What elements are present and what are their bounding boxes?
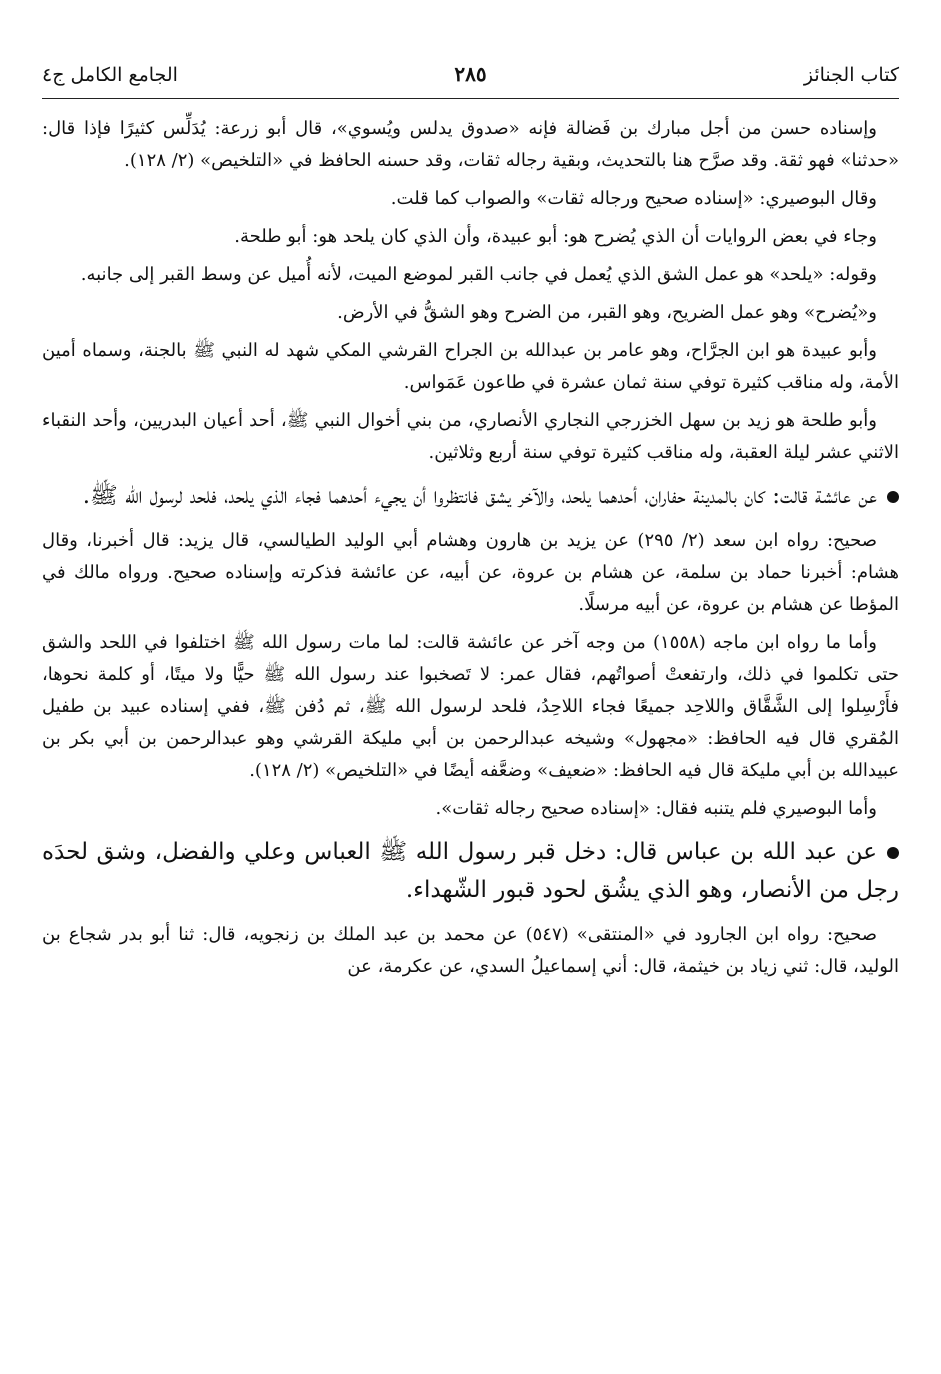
hadith-paragraph <box>42 833 899 909</box>
bullet-icon <box>887 847 899 859</box>
header-divider <box>42 98 899 99</box>
commentary-paragraph: صحيح: رواه ابن الجارود في «المنتقى» (٥٤٧) عن محمد بن عبد الملك بن زنجويه، قال: ثنا أبو بدر شجاع بن الوليد، قال: ثني زياد بن خيثمة، قال: أني إسماعيلُ السدي، عن عكرمة، عن <box>42 924 899 977</box>
commentary-paragraph: وإسناده حسن من أجل مبارك بن فَضالة فإنه «صدوق يدلس ويُسوي»، قال أبو زرعة: يُدَلِّس كثيرًا فإذا قال: «حدثنا» فهو ثقة. وقد صرَّح هنا بالتحديث، وبقية رجاله ثقات، وقد حسنه الحافظ في «التلخيص» (٢/ ١٢٨). <box>42 118 899 171</box>
commentary-paragraph: وجاء في بعض الروايات أن الذي يُضرح هو: أبو عبيدة، وأن الذي كان يلحد هو: أبو طلحة. <box>234 226 877 247</box>
bullet-icon <box>887 491 899 503</box>
page-body <box>42 113 899 983</box>
page-header <box>42 56 899 96</box>
commentary-paragraph: وأبو طلحة هو زيد بن سهل الخزرجي النجاري الأنصاري، من بني أخوال النبي ﷺ، أحد أعيان البدريين، وأحد النقباء الاثني عشر ليلة العقبة، وله مناقب كثيرة توفي سنة أربع وثلاثين. <box>42 410 899 463</box>
hadith-paragraph <box>42 477 899 515</box>
commentary-paragraph: وقوله: «يلحد» هو عمل الشق الذي يُعمل في جانب القبر لموضع الميت، لأنه أُميل عن وسط القبر إلى جانبه. <box>80 264 877 285</box>
commentary-paragraph: و«يُضرح» وهو عمل الضريح، وهو القبر، من الضرح وهو الشقُّ في الأرض. <box>337 302 877 323</box>
commentary-paragraph: وأما البوصيري فلم يتنبه فقال: «إسناده صحيح رجاله ثقات». <box>435 798 877 819</box>
commentary-paragraph: وأما ما رواه ابن ماجه (١٥٥٨) من وجه آخر عن عائشة قالت: لما مات رسول الله ﷺ اختلفوا في اللحد والشق حتى تكلموا في ذلك، وارتفعتْ أصواتُهم، فقال عمر: لا تَصخبوا عند رسول الله ﷺ حيًّا ولا ميتًا، أو كلمة نحوها، فأَرْسِلوا إلى الشَّقَّاق واللاحِد جميعًا فجاء اللاحِدُ، فلحد لرسول الله ﷺ، ثم دُفن ﷺ، ففي إسناده عبيد بن طفيل المُقري قال فيه الحافظ: «مجهول» وشيخه عبدالرحمن بن أبي مليكة القرشي وهو عبدالرحمن بن أبي بكر بن عبيدالله بن أبي مليكة قال فيه الحافظ: «ضعيف» وضعَّفه أيضًا في «التلخيص» (٢/ ١٢٨). <box>42 632 899 781</box>
series-title: الجامع الكامل ج٤ <box>42 64 178 86</box>
page-number: ٢٨٥ <box>454 62 487 86</box>
hadith-text: عن عائشة قالت: كان بالمدينة حفاران، أحدهما يلحد، والآخر يشق فانتظروا أن يجيء أحدهما فجاء الذي يلحد، فلحد لرسول الله ﷺ. <box>82 483 877 509</box>
commentary-paragraph: صحيح: رواه ابن سعد (٢/ ٢٩٥) عن يزيد بن هارون وهشام أبي الوليد الطيالسي، قال يزيد: قال أخبرنا، وقال هشام: أخبرنا حماد بن سلمة، عن هشام بن عروة، عن أبيه، عن عائشة فذكرته وإسناده صحيح. ورواه مالك في المؤطا عن هشام بن عروة، عن أبيه مرسلًا. <box>42 530 899 615</box>
commentary-paragraph: وقال البوصيري: «إسناده صحيح ورجاله ثقات» والصواب كما قلت. <box>390 188 877 209</box>
hadith-text: عن عبد الله بن عباس قال: دخل قبر رسول الله ﷺ العباس وعلي والفضل، وشق لحدَه رجل من الأنصار، وهو الذي يشُق لحود قبور الشّهداء. <box>42 839 899 903</box>
book-title: كتاب الجنائز <box>803 64 899 86</box>
commentary-paragraph: وأبو عبيدة هو ابن الجرَّاح، وهو عامر بن عبدالله بن الجراح القرشي المكي شهد له النبي ﷺ بالجنة، وسماه أمين الأمة، وله مناقب كثيرة توفي سنة ثمان عشرة في طاعون عَمَواس. <box>42 340 899 393</box>
